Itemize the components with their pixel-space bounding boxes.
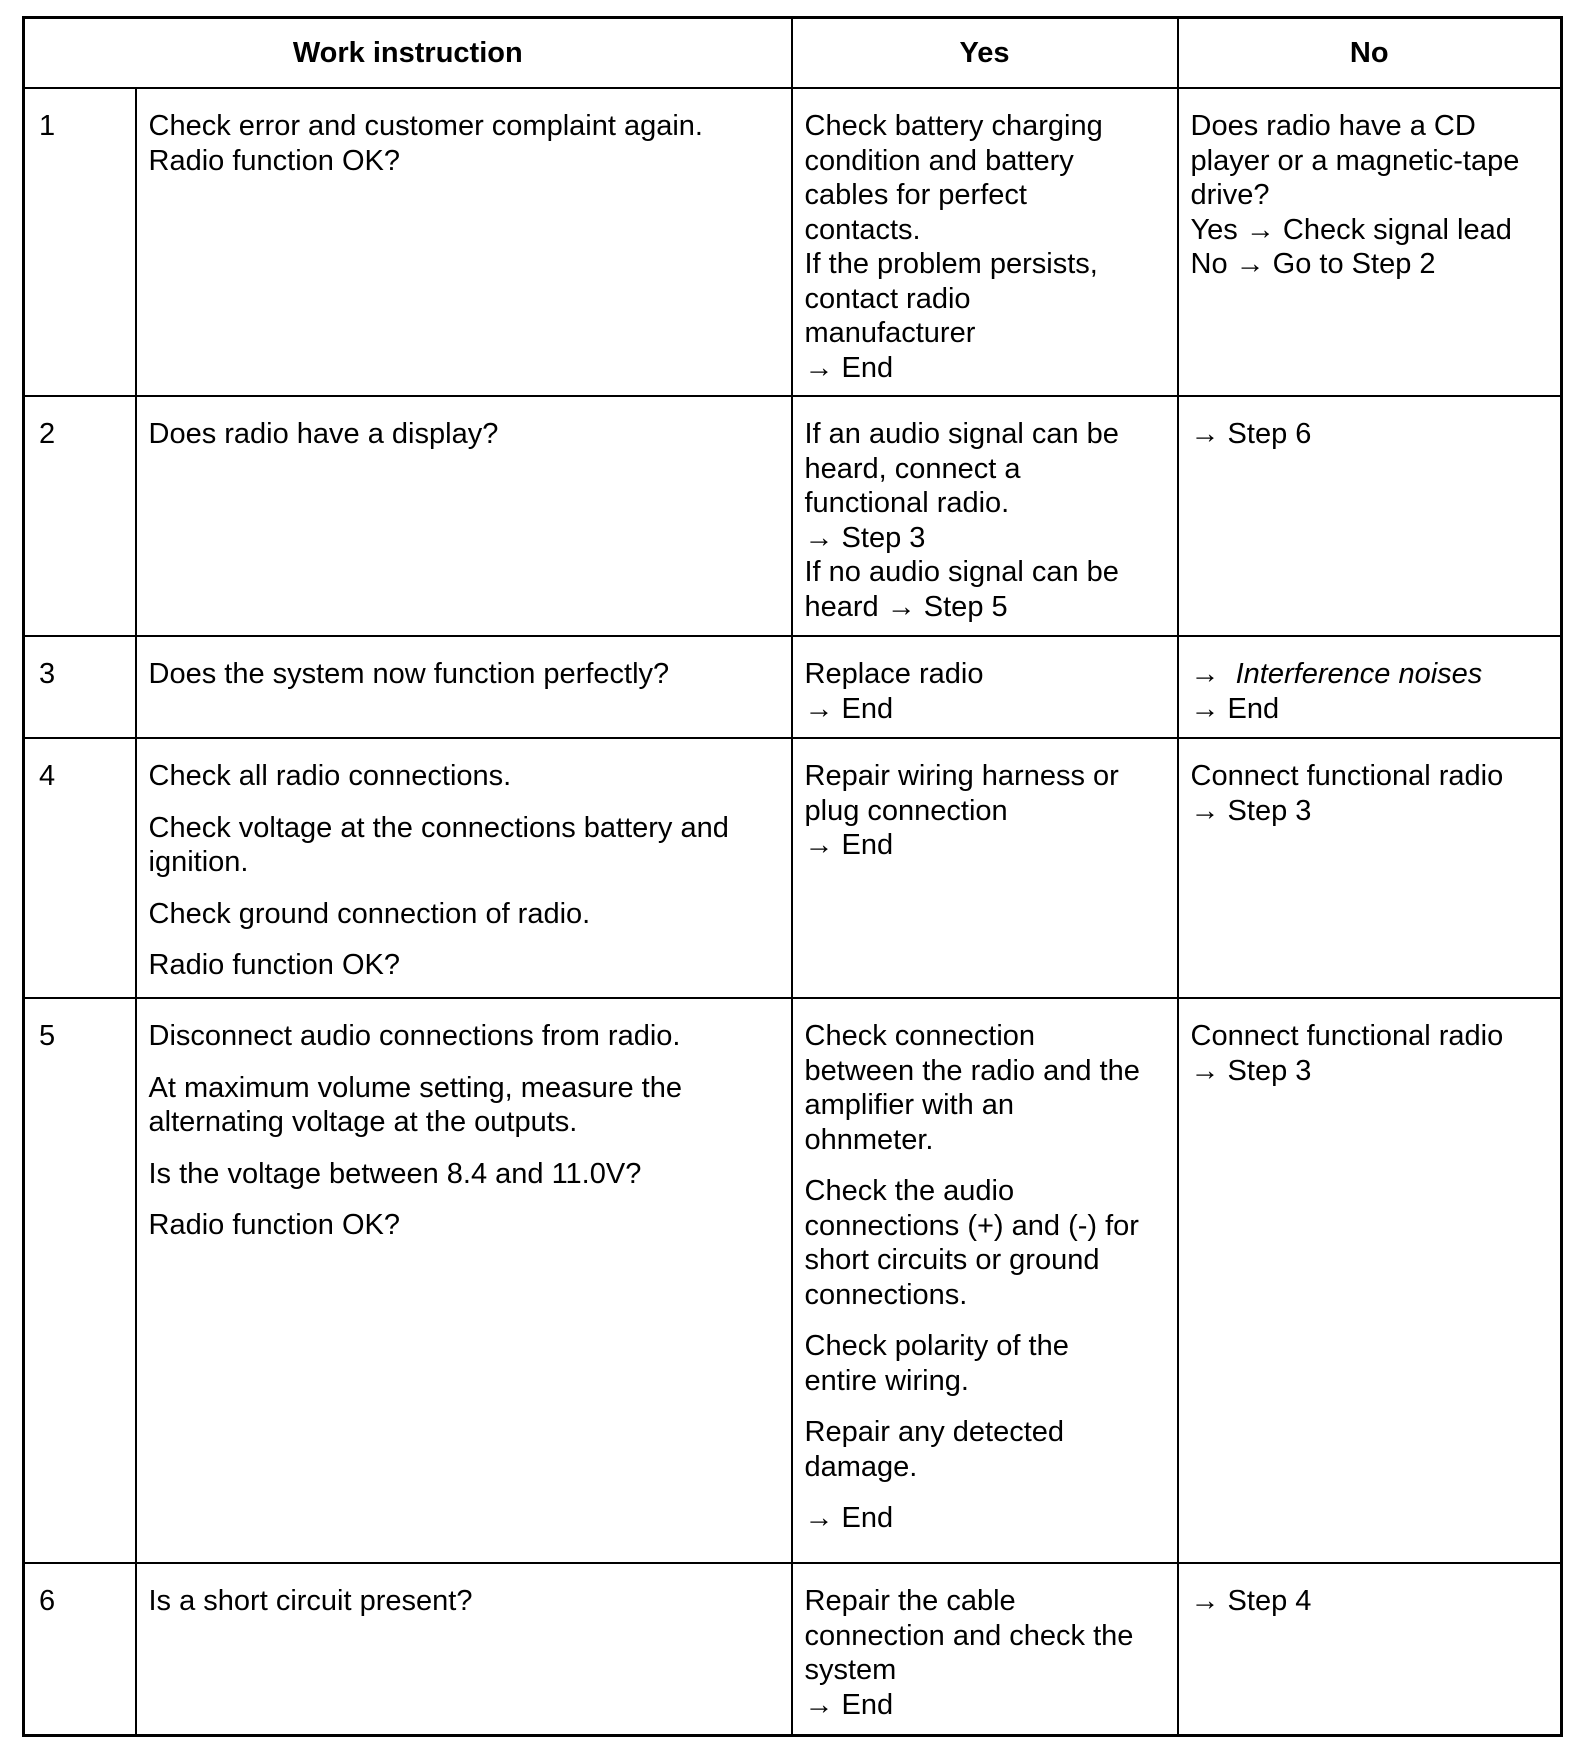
text-line: player or a magnetic-tape xyxy=(1190,144,1520,177)
text-line: Repair any detected xyxy=(804,1416,1065,1448)
paragraph xyxy=(805,1501,1165,1536)
yes-cell xyxy=(792,636,1178,738)
yes-cell xyxy=(792,88,1178,396)
paragraph xyxy=(149,1019,779,1054)
step-number: 2 xyxy=(24,396,136,636)
text-line: At maximum volume setting, measure the xyxy=(148,1071,682,1104)
table-row xyxy=(24,998,1562,1563)
text-line: Does the system now function perfectly? xyxy=(148,658,670,690)
text-line: connections (+) and (-) for xyxy=(804,1209,1139,1242)
text-line: heard, connect a xyxy=(804,452,1021,485)
paragraph xyxy=(805,1019,1165,1157)
text-line: → Step 6 xyxy=(1190,418,1312,450)
text-line: → End xyxy=(804,829,894,861)
arrow-glyph: → xyxy=(1190,658,1220,690)
text-line: ignition. xyxy=(148,846,249,878)
text-line: → Step 4 xyxy=(1190,1585,1312,1617)
paragraph xyxy=(805,759,1165,863)
troubleshooting-table-container xyxy=(22,16,1560,1737)
table-row xyxy=(24,396,1562,636)
text-line: alternating voltage at the outputs. xyxy=(148,1106,578,1138)
text-line: connection and check the xyxy=(804,1619,1134,1652)
work-instruction-cell xyxy=(136,396,792,636)
text-line: Radio function OK? xyxy=(148,949,400,981)
no-cell xyxy=(1178,396,1562,636)
text-line: short circuits or ground xyxy=(804,1244,1100,1276)
text-line: Connect functional radio xyxy=(1190,760,1504,792)
text-line: If an audio signal can be xyxy=(804,418,1119,450)
no-cell xyxy=(1178,636,1562,738)
text-line: Check connection xyxy=(804,1020,1036,1052)
paragraph xyxy=(149,1584,779,1619)
yes-cell xyxy=(792,738,1178,998)
step-number: 4 xyxy=(24,738,136,998)
text-line: Check battery charging xyxy=(804,110,1103,142)
text-line: If the problem persists, xyxy=(804,248,1098,280)
paragraph xyxy=(1191,1584,1549,1619)
text-line: Repair wiring harness or xyxy=(804,760,1119,792)
text-line: Connect functional radio xyxy=(1190,1020,1504,1052)
text-line: functional radio. xyxy=(804,487,1010,519)
paragraph xyxy=(1191,759,1549,828)
text-line: → End xyxy=(804,1688,894,1721)
header-no: No xyxy=(1178,18,1562,89)
step-number: 5 xyxy=(24,998,136,1563)
text-line: damage. xyxy=(804,1450,918,1483)
paragraph xyxy=(1191,109,1549,282)
paragraph xyxy=(149,1208,779,1243)
yes-cell xyxy=(792,998,1178,1563)
text-line: → End xyxy=(804,351,894,384)
text-line: Is a short circuit present? xyxy=(148,1585,473,1617)
text-line: Radio function OK? xyxy=(148,1209,400,1241)
table-row xyxy=(24,88,1562,396)
text-line: drive? xyxy=(1190,179,1270,211)
text-line: heard → Step 5 xyxy=(804,590,1008,623)
paragraph xyxy=(1191,657,1549,726)
paragraph xyxy=(805,657,1165,726)
text-line: Yes → Check signal lead xyxy=(1190,213,1512,246)
text-line: Disconnect audio connections from radio. xyxy=(148,1020,681,1052)
text-line: Is the voltage between 8.4 and 11.0V? xyxy=(148,1157,642,1190)
text-line: → End xyxy=(804,692,894,725)
text-line: Radio function OK? xyxy=(148,144,400,177)
text-line: Check voltage at the connections battery and xyxy=(148,811,729,844)
paragraph xyxy=(149,948,779,983)
interference-noises-link[interactable]: Interference noises xyxy=(1235,658,1483,690)
text-line: Does radio have a CD xyxy=(1190,110,1476,142)
paragraph xyxy=(805,417,1165,624)
paragraph xyxy=(149,109,779,178)
paragraph xyxy=(1191,1019,1549,1088)
text-line: amplifier with an xyxy=(804,1089,1015,1121)
paragraph xyxy=(149,1157,779,1192)
step-number: 3 xyxy=(24,636,136,738)
text-line: No → Go to Step 2 xyxy=(1190,248,1436,280)
text-line: → End xyxy=(1190,692,1280,725)
header-yes: Yes xyxy=(792,18,1178,89)
paragraph xyxy=(805,109,1165,385)
text-line: If no audio signal can be xyxy=(804,556,1119,588)
table-row xyxy=(24,738,1562,998)
text-line: Check all radio connections. xyxy=(148,760,512,792)
header-work-instruction: Work instruction xyxy=(24,18,792,89)
work-instruction-cell xyxy=(136,636,792,738)
text-line: entire wiring. xyxy=(804,1364,969,1397)
text-line: Check the audio xyxy=(804,1175,1015,1207)
no-cell xyxy=(1178,738,1562,998)
text-line: Check ground connection of radio. xyxy=(148,897,591,930)
text-line: system xyxy=(804,1654,897,1686)
table-row xyxy=(24,1563,1562,1735)
text-line: condition and battery xyxy=(804,144,1074,177)
paragraph xyxy=(805,1415,1165,1484)
text-line xyxy=(1191,657,1549,692)
text-line: contact radio xyxy=(804,282,971,315)
text-line: → Step 3 xyxy=(1190,794,1312,827)
text-line: → End xyxy=(804,1502,894,1534)
no-cell xyxy=(1178,998,1562,1563)
paragraph xyxy=(149,759,779,794)
table-row xyxy=(24,636,1562,738)
text-line: manufacturer xyxy=(804,317,976,349)
paragraph xyxy=(1191,417,1549,452)
text-line: Check error and customer complaint again. xyxy=(148,110,703,142)
paragraph xyxy=(149,897,779,932)
text-line: → Step 3 xyxy=(1190,1054,1312,1087)
paragraph xyxy=(149,811,779,880)
text-line: ohnmeter. xyxy=(804,1123,934,1156)
text-line: → Step 3 xyxy=(804,521,926,554)
text-line: between the radio and the xyxy=(804,1054,1140,1087)
text-line: Repair the cable xyxy=(804,1585,1016,1617)
text-line: Check polarity of the xyxy=(804,1330,1069,1362)
work-instruction-cell xyxy=(136,998,792,1563)
troubleshooting-table xyxy=(22,16,1563,1737)
paragraph xyxy=(149,417,779,452)
no-cell xyxy=(1178,88,1562,396)
yes-cell xyxy=(792,1563,1178,1735)
text-line: Replace radio xyxy=(804,658,984,690)
text-line: contacts. xyxy=(804,213,921,246)
work-instruction-cell xyxy=(136,738,792,998)
step-number: 6 xyxy=(24,1563,136,1735)
text-line: plug connection xyxy=(804,794,1008,827)
paragraph xyxy=(805,1174,1165,1312)
step-number: 1 xyxy=(24,88,136,396)
paragraph xyxy=(149,657,779,692)
text-line: Does radio have a display? xyxy=(148,418,499,450)
work-instruction-cell xyxy=(136,88,792,396)
text-line: cables for perfect xyxy=(804,179,1027,211)
work-instruction-cell xyxy=(136,1563,792,1735)
text-line: connections. xyxy=(804,1278,968,1311)
header-row xyxy=(24,18,1562,89)
paragraph xyxy=(149,1071,779,1140)
no-cell xyxy=(1178,1563,1562,1735)
paragraph xyxy=(805,1329,1165,1398)
paragraph xyxy=(805,1584,1165,1722)
yes-cell xyxy=(792,396,1178,636)
